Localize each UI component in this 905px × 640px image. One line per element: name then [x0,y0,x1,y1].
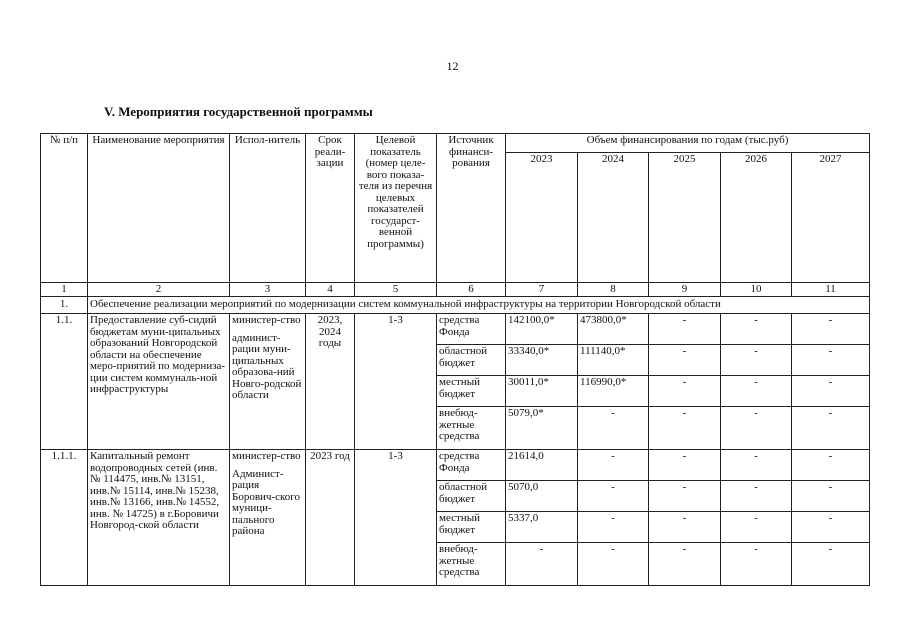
funding-value: - [721,481,792,512]
header-row [41,134,870,153]
funding-source: областной бюджет [437,345,506,376]
header-year: 2026 [721,153,792,283]
funding-value: - [792,543,870,586]
funding-value: - [649,481,721,512]
funding-source: внебюд-жетные средства [437,543,506,586]
header-term: Срок реали-зации [306,134,355,283]
funding-row [41,450,870,481]
section-row [41,297,870,314]
item-name: Капитальный ремонт водопроводных сетей (инв.№ 114475, инв.№ 13151, инв.№ 15114, инв.№ 15238, инв.№ 13166, инв.№ 14552, инв. № 14725) в г.Боровичи Новгород-ской области [88,450,230,586]
funding-value: 21614,0 [506,450,578,481]
header-name: Наименование мероприятия [88,134,230,283]
executor-primary: министер-ство [232,450,301,462]
column-number: 1 [41,283,88,297]
funding-value: - [506,543,578,586]
funding-value: - [792,314,870,345]
funding-row [41,314,870,345]
funding-value: - [649,407,721,450]
header-source: Источник финанси-рования [437,134,506,283]
header-funding: Объем финансирования по годам (тыс.руб) [506,134,870,153]
funding-value: - [578,481,649,512]
funding-value: - [792,376,870,407]
column-number: 11 [792,283,870,297]
funding-value: - [578,407,649,450]
executor-primary: министер-ство [232,314,301,326]
funding-source: местный бюджет [437,376,506,407]
section-title: V. Мероприятия государственной программы [104,104,373,119]
column-number: 2 [88,283,230,297]
funding-source: местный бюджет [437,512,506,543]
item-num: 1.1. [41,314,88,450]
funding-value: 30011,0* [506,376,578,407]
funding-source: внебюд-жетные средства [437,407,506,450]
funding-value: - [649,345,721,376]
column-number: 3 [230,283,306,297]
page-number: 12 [446,59,459,73]
funding-value: - [792,481,870,512]
executor-secondary: Админист-рация Борович-ского муници-пального района [232,467,300,537]
funding-source: средства Фонда [437,450,506,481]
funding-value: - [792,512,870,543]
funding-value: - [792,345,870,376]
item-term: 2023, 2024 годы [306,314,355,450]
item-indicator: 1-3 [355,450,437,586]
header-year: 2024 [578,153,649,283]
funding-value: - [649,314,721,345]
funding-value: - [721,345,792,376]
funding-value: 5070,0 [506,481,578,512]
column-number: 5 [355,283,437,297]
funding-value: - [721,407,792,450]
funding-value: 116990,0* [578,376,649,407]
item-num: 1.1.1. [41,450,88,586]
executor-secondary: админист-рации муни-ципальных образова-ний Новго-родской области [232,331,302,401]
column-number: 10 [721,283,792,297]
funding-value: - [792,450,870,481]
funding-value: - [578,450,649,481]
funding-value: - [721,512,792,543]
funding-value: 111140,0* [578,345,649,376]
funding-source: средства Фонда [437,314,506,345]
header-indicator: Целевой показатель (номер целе-вого показа-теля из перечня целевых показателей государст-венной программы) [355,134,437,283]
header-year: 2025 [649,153,721,283]
item-term: 2023 год [306,450,355,586]
column-number: 8 [578,283,649,297]
header-year: 2023 [506,153,578,283]
measures-table [40,133,870,586]
column-number: 9 [649,283,721,297]
funding-value: 33340,0* [506,345,578,376]
funding-value: - [792,407,870,450]
funding-source: областной бюджет [437,481,506,512]
funding-value: 5079,0* [506,407,578,450]
header-executor: Испол-нитель [230,134,306,283]
funding-value: - [578,512,649,543]
funding-value: - [578,543,649,586]
header-num: № п/п [41,134,88,283]
funding-value: - [649,543,721,586]
funding-value: 473800,0* [578,314,649,345]
funding-value: - [649,450,721,481]
funding-value: 142100,0* [506,314,578,345]
column-number: 7 [506,283,578,297]
funding-value: - [721,314,792,345]
column-number: 6 [437,283,506,297]
funding-value: - [721,543,792,586]
column-number: 4 [306,283,355,297]
item-indicator: 1-3 [355,314,437,450]
column-number-row [41,283,870,297]
item-name: Предоставление суб-сидий бюджетам муни-ципальных образований Новгородской области на обеспечение меро-приятий по модерниза-ции систем коммуналь-ной инфраструктуры [88,314,230,450]
item-executor [230,314,306,450]
item-executor [230,450,306,586]
funding-value: - [649,376,721,407]
funding-value: 5337,0 [506,512,578,543]
funding-value: - [721,450,792,481]
funding-value: - [649,512,721,543]
funding-value: - [721,376,792,407]
section-num: 1. [41,297,88,314]
header-year: 2027 [792,153,870,283]
section-text: Обеспечение реализации мероприятий по модернизации систем коммунальной инфраструктуры на территории Новгородской области [88,297,870,314]
